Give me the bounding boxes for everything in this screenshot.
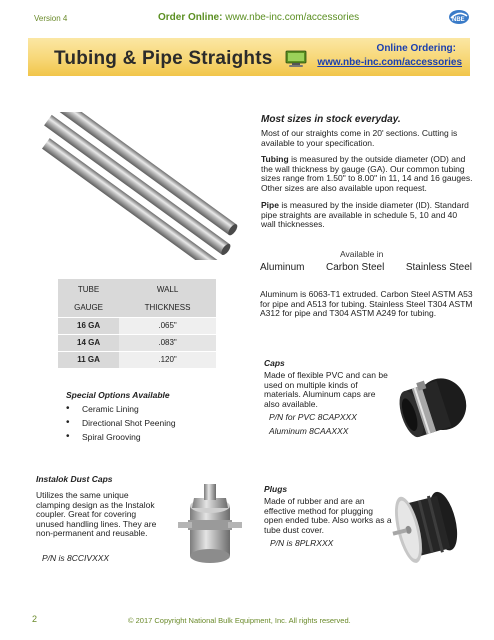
- order-online-line: [158, 12, 359, 23]
- rubber-plug-image: [386, 484, 478, 566]
- online-ordering-link[interactable]: www.nbe-inc.com/accessories: [317, 57, 462, 68]
- list-item: • Directional Shot Peening: [66, 418, 176, 432]
- table-cell-thickness: .120": [119, 351, 216, 368]
- pipe-term: Pipe: [261, 200, 279, 210]
- table-cell-thickness: .083": [119, 334, 216, 351]
- instalok-dust-cap-image: [168, 476, 250, 572]
- table-header-gauge: GAUGE: [58, 299, 119, 317]
- material-stainless-steel: Stainless Steel: [405, 262, 472, 273]
- table-cell-gauge: 14 GA: [58, 334, 119, 351]
- table-cell-gauge: 11 GA: [58, 351, 119, 368]
- special-options-heading: Special Options Available: [66, 390, 170, 400]
- material-carbon-steel: Carbon Steel: [325, 262, 385, 273]
- table-row: [58, 334, 216, 351]
- instalok-heading: Instalok Dust Caps: [36, 474, 113, 484]
- table-row: [58, 351, 216, 368]
- online-ordering-label: Online Ordering:: [376, 43, 456, 54]
- order-online-label: Order Online:: [158, 12, 223, 23]
- list-item: • Ceramic Lining: [66, 404, 176, 418]
- table-cell-gauge: 16 GA: [58, 317, 119, 334]
- page-number: 2: [32, 614, 38, 624]
- pipe-paragraph: [261, 201, 473, 230]
- materials-description: Aluminum is 6063-T1 extruded. Carbon Steel ASTM A53 for pipe and A513 for tubing. Stainless Steel T304 ASTM A312 for pipe and T304 ASTM A249 for tubing.: [260, 289, 473, 319]
- caps-aluminum-part-number: Aluminum 8CAAXXX: [269, 426, 349, 436]
- sections-paragraph: Most of our straights come in 20' sections. Cutting is available to your specification.: [261, 128, 458, 148]
- pvc-cap-image: [384, 372, 476, 440]
- page-title: Tubing & Pipe Straights: [54, 48, 273, 69]
- pipe-straights-image: [30, 112, 242, 260]
- order-online-link[interactable]: www.nbe-inc.com/accessories: [225, 12, 360, 23]
- stock-heading: Most sizes in stock everyday.: [261, 114, 401, 125]
- table-header-wall: WALL: [119, 279, 216, 299]
- nbe-logo-icon: [448, 8, 470, 26]
- table-header-thickness: THICKNESS: [119, 299, 216, 317]
- list-item: • Spiral Grooving: [66, 432, 176, 446]
- tubing-term: Tubing: [261, 154, 289, 164]
- computer-icon: [284, 50, 308, 68]
- plugs-heading: Plugs: [264, 484, 288, 494]
- caps-description: Made of flexible PVC and can be used on multiple kinds of materials. Aluminum caps are also available.: [264, 370, 388, 409]
- available-in-label: Available in: [340, 249, 384, 259]
- plugs-description: Made of rubber and are an effective method for plugging open ended tube. Also works as a tube dust cover.: [264, 496, 392, 535]
- version-label: Version 4: [34, 14, 68, 23]
- caps-heading: Caps: [264, 358, 285, 368]
- svg-text:NBE: NBE: [452, 17, 465, 23]
- gauge-table: [58, 279, 216, 368]
- instalok-part-number: P/N is 8CCIVXXX: [42, 553, 110, 563]
- copyright-notice: © 2017 Copyright National Bulk Equipment, Inc. All rights reserved.: [128, 616, 351, 625]
- table-header-tube: TUBE: [58, 279, 119, 299]
- plugs-part-number: P/N is 8PLRXXX: [270, 538, 334, 548]
- table-cell-thickness: .065": [119, 317, 216, 334]
- special-options-list: [66, 404, 176, 446]
- table-row: [58, 317, 216, 334]
- material-aluminum: Aluminum: [260, 262, 305, 273]
- instalok-description: Utilizes the same unique clamping design as the Instalok coupler. Great for covering unused handling lines. They are non-permanent and reusable.: [36, 490, 157, 539]
- tubing-paragraph: [261, 155, 473, 193]
- caps-pvc-part-number: P/N for PVC 8CAPXXX: [269, 412, 357, 422]
- materials-list: [260, 262, 472, 273]
- pipe-text: is measured by the inside diameter (ID). Standard pipe straights are available in schedule 5, 10 and 40 wall thicknesses.: [261, 200, 469, 230]
- tubing-text: is measured by the outside diameter (OD) and the wall thickness by gauge (GA). Our common tubing sizes range from 1.50" to 8.00" in 11, 14 and 16 gauges. Other sizes are also available upon request.: [261, 154, 473, 193]
